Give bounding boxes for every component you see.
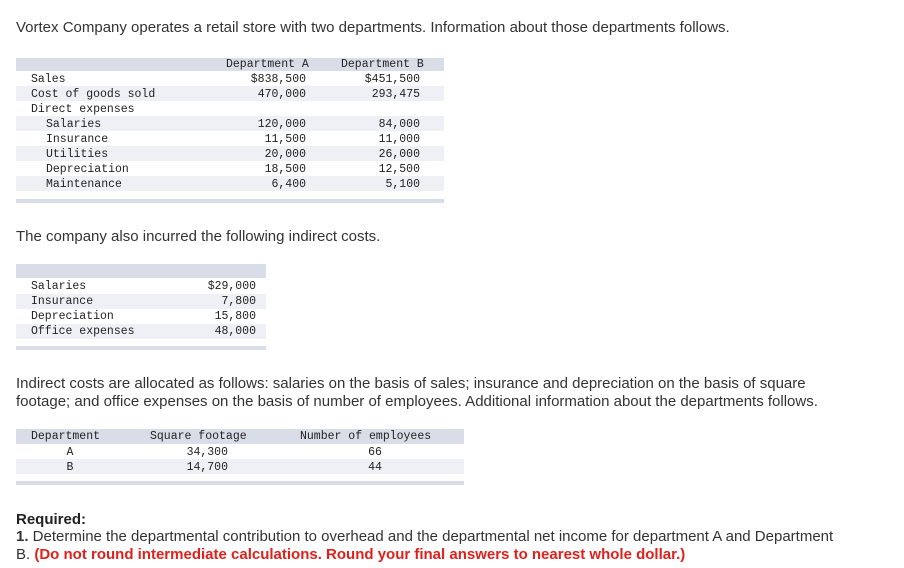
column-header-number-of-employees: Number of employees	[300, 430, 432, 443]
cell-cogs-b: 293,475	[371, 88, 420, 101]
cell-insurance-a: 11,500	[264, 133, 306, 146]
cell-maintenance-a: 6,400	[271, 178, 306, 191]
allocation-text-line-2: footage; and office expenses on the basis of number of employees. Additional information about the departments follows.	[16, 393, 818, 410]
row-label-maintenance: Maintenance	[46, 178, 122, 191]
required-item-number: 1.	[16, 528, 29, 545]
cell-sales-b: $451,500	[364, 73, 420, 86]
indirect-value-office-expenses: 48,000	[214, 325, 256, 338]
column-header-department: Department	[31, 430, 101, 443]
indirect-label-depreciation: Depreciation	[31, 310, 114, 323]
required-line-1-text: Determine the departmental contribution to overhead and the departmental net income for department A and Department	[28, 528, 834, 545]
info-dept-a: A	[66, 446, 74, 459]
info-dept-b: B	[66, 461, 74, 474]
indirect-label-insurance: Insurance	[31, 295, 94, 308]
cell-depreciation-a: 18,500	[264, 163, 306, 176]
cell-depreciation-b: 12,500	[378, 163, 420, 176]
row-label-direct-expenses: Direct expenses	[31, 103, 135, 116]
table-footer-band	[16, 346, 266, 350]
row-label-salaries: Salaries	[46, 118, 102, 131]
cell-utilities-a: 20,000	[264, 148, 306, 161]
required-heading: Required:	[16, 511, 87, 528]
row-label-sales: Sales	[31, 73, 66, 86]
info-sqft-a: 34,300	[186, 446, 228, 459]
indirect-value-insurance: 7,800	[221, 295, 256, 308]
row-label-depreciation: Depreciation	[46, 163, 129, 176]
indirect-value-salaries: $29,000	[207, 280, 256, 293]
cell-utilities-b: 26,000	[378, 148, 420, 161]
required-line-2-text: B.	[16, 546, 35, 563]
rounding-instruction-note: (Do not round intermediate calculations. Round your final answers to nearest whole dollar.)	[34, 546, 686, 563]
info-emp-a: 66	[368, 446, 382, 459]
row-label-cogs: Cost of goods sold	[31, 88, 156, 101]
column-header-square-footage: Square footage	[150, 430, 247, 443]
row-label-utilities: Utilities	[46, 148, 109, 161]
cell-cogs-a: 470,000	[257, 88, 306, 101]
column-header-department-a: Department A	[226, 58, 309, 71]
table-header-band	[16, 264, 266, 278]
intro-text: Vortex Company operates a retail store with two departments. Information about those departments follows.	[16, 19, 730, 36]
indirect-label-salaries: Salaries	[31, 280, 87, 293]
column-header-department-b: Department B	[341, 58, 424, 71]
cell-insurance-b: 11,000	[378, 133, 420, 146]
indirect-label-office-expenses: Office expenses	[31, 325, 135, 338]
indirect-intro-text: The company also incurred the following indirect costs.	[16, 228, 381, 245]
info-emp-b: 44	[368, 461, 382, 474]
allocation-text-line-1: Indirect costs are allocated as follows: salaries on the basis of sales; insurance and depreciation on the basis of square	[16, 375, 806, 392]
indirect-value-depreciation: 15,800	[214, 310, 256, 323]
info-sqft-b: 14,700	[186, 461, 228, 474]
cell-maintenance-b: 5,100	[385, 178, 420, 191]
table-footer-band	[16, 481, 464, 485]
required-line-2	[16, 546, 685, 563]
cell-salaries-a: 120,000	[257, 118, 306, 131]
required-line-1	[16, 528, 833, 545]
row-label-insurance: Insurance	[46, 133, 109, 146]
cell-sales-a: $838,500	[250, 73, 306, 86]
cell-salaries-b: 84,000	[378, 118, 420, 131]
table-footer-band	[16, 199, 444, 203]
